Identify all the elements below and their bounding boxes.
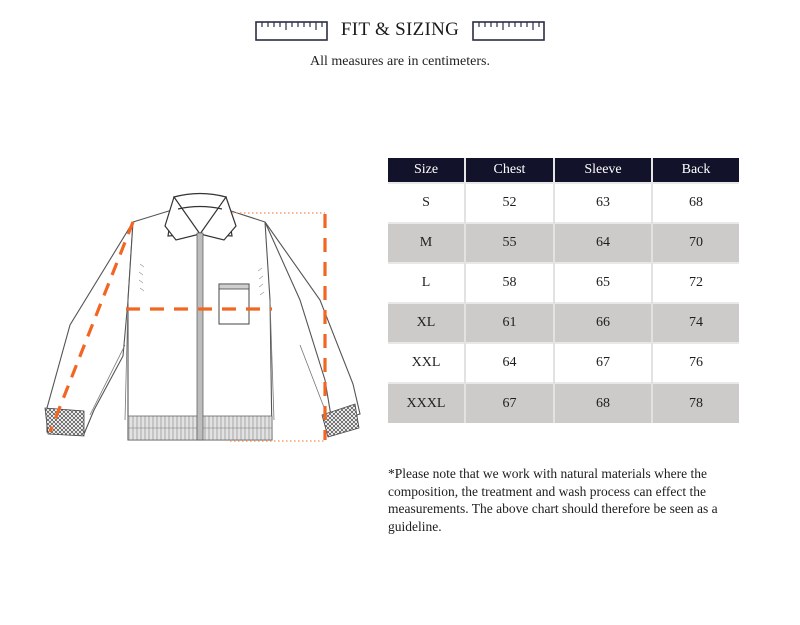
- column-header-sleeve: Sleeve: [554, 158, 652, 183]
- column-header-back: Back: [652, 158, 739, 183]
- column-header-size: Size: [388, 158, 465, 183]
- cell-back: 68: [652, 183, 739, 223]
- ruler-icon: [472, 21, 545, 41]
- disclaimer-note: *Please note that we work with natural materials where the composition, the treatment and wash process can effect the measurements. The above chart should therefore be seen as a guideline.: [388, 466, 718, 534]
- page-title: FIT & SIZING: [340, 19, 460, 40]
- cell-back: 78: [652, 383, 739, 423]
- size-chart-table: [388, 158, 739, 423]
- table-row: [388, 303, 739, 343]
- jacket-icon: [30, 180, 370, 460]
- cell-size: XL: [388, 303, 465, 343]
- cell-back: 74: [652, 303, 739, 343]
- table-row: [388, 343, 739, 383]
- cell-size: XXL: [388, 343, 465, 383]
- cell-chest: 67: [465, 383, 554, 423]
- table-header-row: [388, 158, 739, 183]
- page-header: [0, 17, 800, 47]
- table-row: [388, 263, 739, 303]
- cell-sleeve: 66: [554, 303, 652, 343]
- cell-chest: 55: [465, 223, 554, 263]
- cell-sleeve: 64: [554, 223, 652, 263]
- cell-size: XXXL: [388, 383, 465, 423]
- table-row: [388, 183, 739, 223]
- cell-sleeve: 67: [554, 343, 652, 383]
- units-note: All measures are in centimeters.: [310, 54, 490, 69]
- cell-back: 70: [652, 223, 739, 263]
- cell-sleeve: 63: [554, 183, 652, 223]
- cell-chest: 64: [465, 343, 554, 383]
- cell-sleeve: 65: [554, 263, 652, 303]
- table-row: [388, 223, 739, 263]
- column-header-chest: Chest: [465, 158, 554, 183]
- table-row: [388, 383, 739, 423]
- cell-back: 72: [652, 263, 739, 303]
- cell-chest: 61: [465, 303, 554, 343]
- cell-back: 76: [652, 343, 739, 383]
- cell-chest: 58: [465, 263, 554, 303]
- cell-chest: 52: [465, 183, 554, 223]
- cell-size: M: [388, 223, 465, 263]
- cell-size: L: [388, 263, 465, 303]
- cell-size: S: [388, 183, 465, 223]
- cell-sleeve: 68: [554, 383, 652, 423]
